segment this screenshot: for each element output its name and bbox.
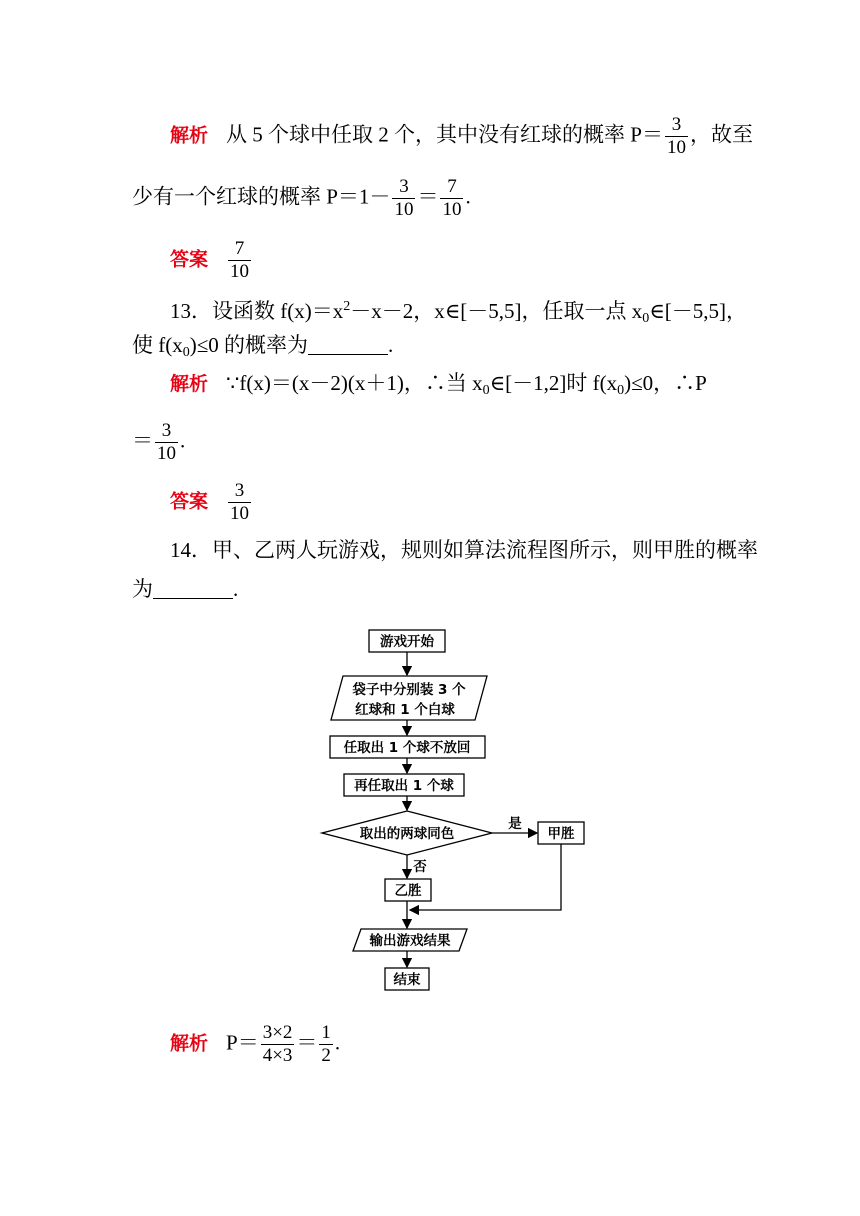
analysis-label: 解析 bbox=[170, 124, 209, 147]
fraction: $\frac{3}{10}$ bbox=[394, 176, 414, 220]
flow-win-a-label: 甲胜 bbox=[547, 826, 575, 842]
flow-input-label-1: 袋子中分别装 3 个 bbox=[352, 682, 466, 698]
analysis-1-text-2: 少有一个红球的概率 P＝1－ bbox=[132, 184, 391, 209]
flow-input-label-2: 红球和 1 个白球 bbox=[355, 702, 455, 718]
fraction: $\frac{3}{10}$ bbox=[666, 114, 686, 158]
fraction: $\frac{1}{2}$ bbox=[321, 1022, 331, 1066]
answer-fraction: $\frac{7}{10}$ bbox=[230, 238, 250, 282]
fraction: $\frac{3\times 2}{4\times 3}$ bbox=[262, 1022, 293, 1066]
analysis-3: 解析 P＝ $\frac{3\times 2}{4\times 3}$ ＝ $\frac{1}{2}$ . bbox=[170, 1022, 341, 1066]
question-14-line-2: 为 . bbox=[132, 577, 239, 601]
flow-end-label: 结束 bbox=[393, 972, 421, 988]
flow-step-2-label: 再任取出 1 个球 bbox=[354, 778, 454, 794]
fraction: $\frac{3}{10}$ bbox=[157, 420, 176, 464]
flow-yes-label: 是 bbox=[508, 816, 522, 832]
answer-fraction: $\frac{3}{10}$ bbox=[230, 480, 250, 524]
answer-blank bbox=[308, 334, 388, 355]
flow-start-label: 游戏开始 bbox=[380, 634, 434, 650]
answer-2 bbox=[170, 480, 253, 525]
flow-win-b-label: 乙胜 bbox=[394, 883, 422, 899]
analysis-2-line-1: 解析 ∵f(x)＝(x－2)(x＋1)，∴当 $x_0\in[-1,2]$时 $f(x_0)\le 0$，∴P bbox=[170, 371, 707, 398]
flow-step-1-label: 任取出 1 个球不放回 bbox=[343, 740, 471, 756]
question-14-line-1: 14．甲、乙两人玩游戏，规则如算法流程图所示，则甲胜的概率 bbox=[170, 538, 758, 562]
analysis-1-line-1 bbox=[170, 114, 753, 159]
answer-1 bbox=[170, 238, 253, 283]
analysis-1-text: 从 5 个球中任取 2 个，其中没有红球的概率 P＝ bbox=[226, 122, 663, 147]
question-13-line-2: 使 $f(x_0)\le 0$ 的概率为 . bbox=[132, 333, 394, 360]
analysis-1-line-2: 少有一个红球的概率 P＝1－ $\frac{3}{10}$ ＝ $\frac{7}{10}$ . bbox=[132, 176, 471, 220]
answer-label: 答案 bbox=[170, 490, 209, 513]
analysis-1-tail: ，故至 bbox=[689, 122, 753, 147]
fraction: $\frac{7}{10}$ bbox=[442, 176, 462, 220]
answer-blank bbox=[153, 578, 233, 599]
answer-label: 答案 bbox=[170, 248, 209, 271]
analysis-label: 解析 bbox=[170, 373, 209, 395]
flow-no-label: 否 bbox=[413, 859, 427, 875]
flowchart bbox=[0, 620, 860, 1020]
flow-output-label: 输出游戏结果 bbox=[369, 933, 451, 949]
analysis-2-line-2: ＝ $\frac{3}{10}$ . bbox=[132, 420, 186, 464]
question-13-line-1: 13．设函数 $f(x)=x^2-x-2$，x∈[－5,5]，任取一点 $x_0\in[-5,5]$， bbox=[170, 299, 748, 326]
analysis-label: 解析 bbox=[170, 1032, 209, 1055]
flow-decision-label: 取出的两球同色 bbox=[359, 826, 455, 842]
